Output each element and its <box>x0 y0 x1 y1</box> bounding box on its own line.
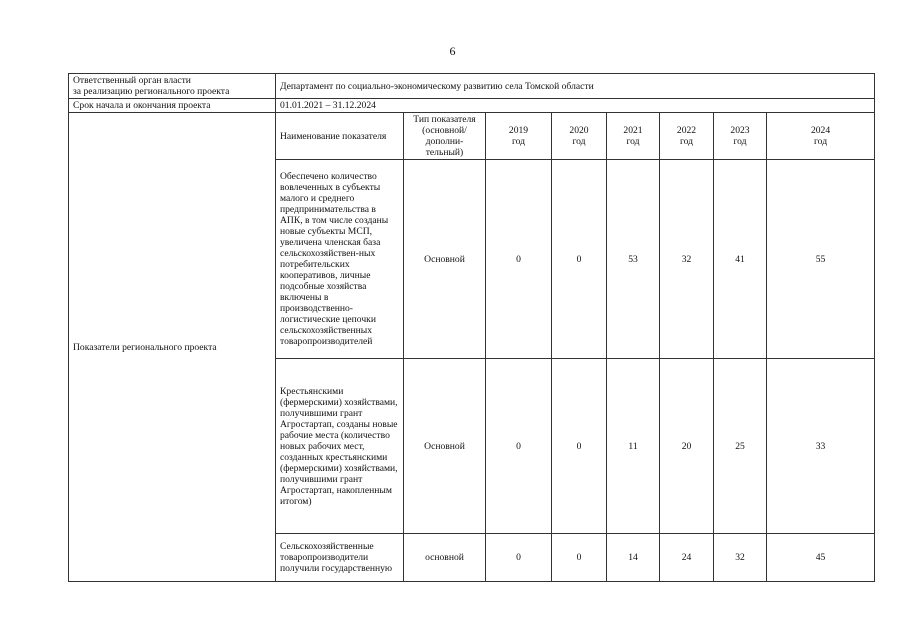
header-year-value: 2021 <box>623 125 643 136</box>
indicator-value-2021: 11 <box>607 359 660 534</box>
indicator-value-2024: 45 <box>767 534 875 582</box>
indicator-value-2019: 0 <box>486 359 552 534</box>
header-year-unit: год <box>572 136 586 147</box>
page-number: 6 <box>449 44 456 58</box>
indicator-value-2023: 41 <box>714 160 767 359</box>
indicator-value-2023: 32 <box>714 534 767 582</box>
header-year-2022 <box>660 113 714 160</box>
indicator-type: основной <box>404 534 486 582</box>
indicator-value-2020: 0 <box>552 160 607 359</box>
indicator-value-2022: 20 <box>660 359 714 534</box>
responsible-label <box>69 74 276 99</box>
regional-project-table <box>68 73 875 582</box>
indicator-value-2020: 0 <box>552 534 607 582</box>
header-year-2021 <box>607 113 660 160</box>
header-indicator-type: Тип показателя (основной/ дополни-тельный) <box>404 113 486 160</box>
header-year-unit: год <box>679 136 694 147</box>
header-year-unit: год <box>511 136 526 147</box>
indicator-value-2024: 33 <box>767 359 875 534</box>
header-year-value: 2024 <box>810 125 831 136</box>
header-year-value: 2020 <box>569 125 589 136</box>
indicator-value-2019: 0 <box>486 534 552 582</box>
indicator-type: Основной <box>404 359 486 534</box>
header-year-value: 2022 <box>676 125 697 136</box>
period-value: 01.01.2021 – 31.12.2024 <box>276 99 875 113</box>
header-indicator-name: Наименование показателя <box>276 113 404 160</box>
indicator-value-2023: 25 <box>714 359 767 534</box>
indicator-value-2020: 0 <box>552 359 607 534</box>
responsible-label-line1: Ответственный орган власти <box>73 75 191 86</box>
header-year-2023 <box>714 113 767 160</box>
header-year-2019 <box>486 113 552 160</box>
header-year-2020 <box>552 113 607 160</box>
header-year-unit: год <box>626 136 640 147</box>
period-row <box>69 99 875 113</box>
responsible-row <box>69 74 875 99</box>
indicator-name: Обеспечено количество вовлеченных в субъекты малого и среднего предпринимательства в АПК, в том числе созданы новые субъекты МСП, увеличена членская база сельскохозяйствен-ных потребительских кооперативов, личные подсобные хозяйства включены в производственно-логистические цепочки сельскохозяйственных товаропроизводителей <box>276 160 404 359</box>
indicator-value-2021: 53 <box>607 160 660 359</box>
indicator-name: Сельскохозяйственные товаропроизводители получили государственную <box>276 534 404 582</box>
header-year-unit: год <box>733 136 747 147</box>
indicators-header-row <box>69 113 875 160</box>
indicator-value-2019: 0 <box>486 160 552 359</box>
responsible-label-line2: за реализацию регионального проекта <box>73 86 230 97</box>
period-label: Срок начала и окончания проекта <box>69 99 276 113</box>
indicator-type: Основной <box>404 160 486 359</box>
header-year-value: 2023 <box>730 125 750 136</box>
indicator-value-2021: 14 <box>607 534 660 582</box>
indicators-label: Показатели регионального проекта <box>69 113 276 582</box>
indicator-value-2022: 24 <box>660 534 714 582</box>
indicator-value-2022: 32 <box>660 160 714 359</box>
header-year-unit: год <box>813 136 828 147</box>
indicator-value-2024: 55 <box>767 160 875 359</box>
responsible-value: Департамент по социально-экономическому развитию села Томской области <box>276 74 875 99</box>
indicator-name: Крестьянскими (фермерскими) хозяйствами, получившими грант Агростартап, созданы новые рабочие места (количество новых рабочих мест, созданных крестьянскими (фермерскими) хозяйствами, получившими грант Агростартап, накопленным итогом) <box>276 359 404 534</box>
header-year-value: 2019 <box>508 125 529 136</box>
header-year-2024 <box>767 113 875 160</box>
